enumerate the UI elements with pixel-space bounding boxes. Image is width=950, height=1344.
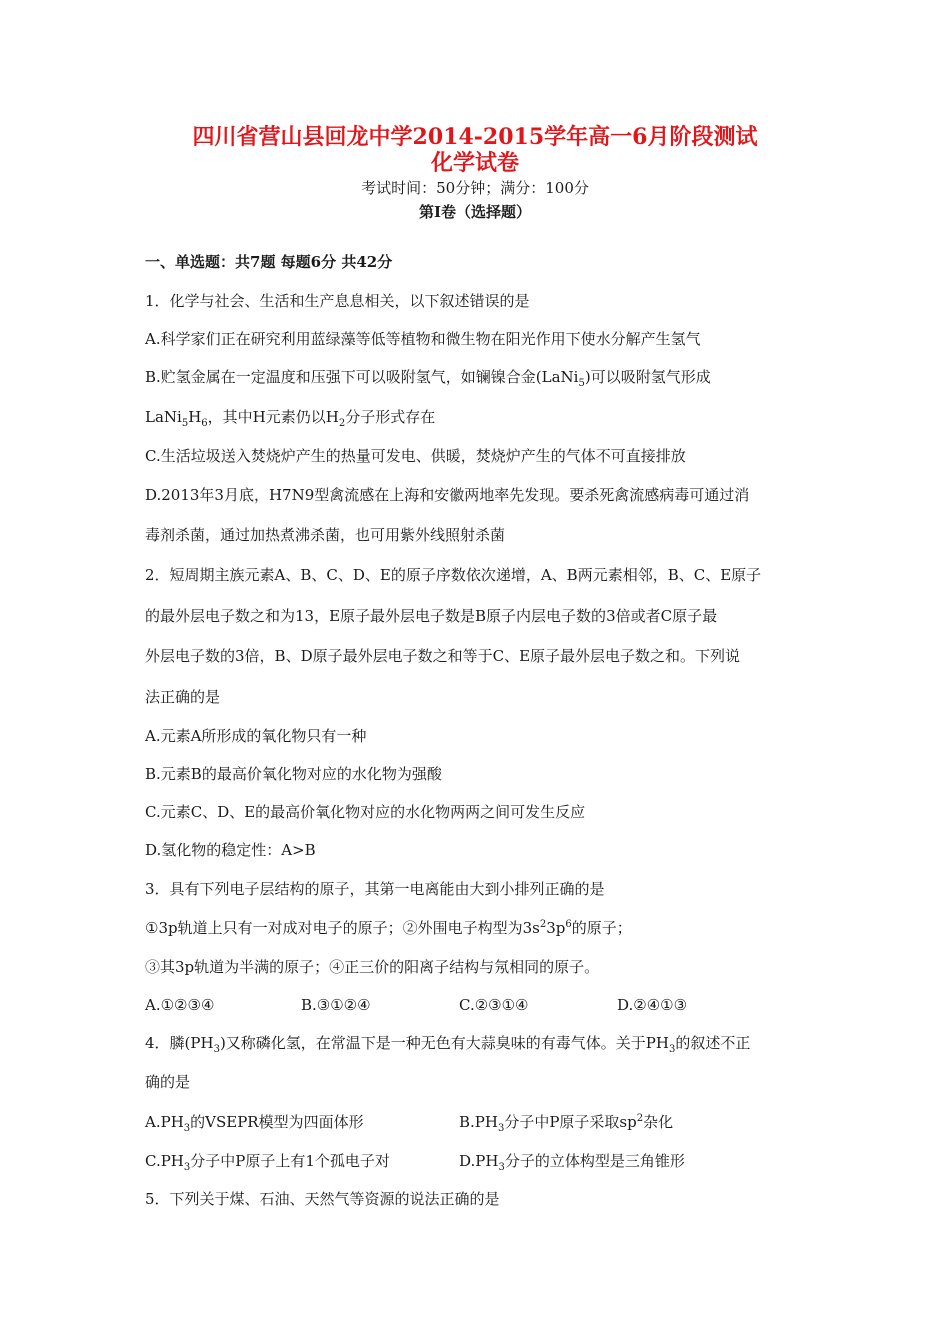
q1-option-b-line1: B.贮氢金属在一定温度和压强下可以吸附氢气，如镧镍合金(LaNi$_5$)可以吸附氢气形成 <box>145 368 711 389</box>
q3-option-d: D.②④①③ <box>617 996 688 1014</box>
q1-option-d-line2: 毒剂杀菌，通过加热煮沸杀菌，也可用紫外线照射杀菌 <box>145 526 506 544</box>
q4-option-d: $D.PH_3$分子的立体构型是三角锥形 <box>459 1152 685 1173</box>
q2-option-b: B.元素B的最高价氧化物对应的水化物为强酸 <box>145 765 442 783</box>
q1-stem: 1．化学与社会、生活和生产息息相关，以下叙述错误的是 <box>145 292 530 310</box>
q2-option-d: D.氢化物的稳定性：A>B <box>145 841 316 859</box>
q3-item-line2: ③其3p轨道为半满的原子；④正三价的阳离子结构与氖相同的原子。 <box>145 958 600 976</box>
q1-option-a: A.科学家们正在研究利用蓝绿藻等低等植物和微生物在阳光作用下使水分解产生氢气 <box>145 330 701 348</box>
q4-stem-line2: 确的是 <box>145 1073 191 1091</box>
q2-option-a: A.元素A所形成的氧化物只有一种 <box>145 727 367 745</box>
q3-item-line1: ①3p轨道上只有一对成对电子的原子；②外围电子构型为$3s^23p^6$的原子； <box>145 919 632 937</box>
q4-option-b: $B.PH_3$分子中P原子采取$sp^2$杂化 <box>459 1113 674 1134</box>
q1-option-d-line1: D.2013年3月底，H7N9型禽流感在上海和安徽两地率先发现。要杀死禽流感病毒可通过消 <box>145 486 750 504</box>
q4-option-a: $A.PH_3$的VSEPR模型为四面体形 <box>145 1113 364 1134</box>
exam-info: 考试时间：50分钟；满分：100分 <box>361 179 589 197</box>
q2-stem-line3: 外层电子数的3倍，B、D原子最外层电子数之和等于C、E原子最外层电子数之和。下列说 <box>145 647 741 665</box>
section-heading: 一、单选题：共7题 每题6分 共42分 <box>145 253 393 271</box>
q3-option-c: C.②③①④ <box>459 996 529 1014</box>
q1-option-c: C.生活垃圾送入焚烧炉产生的热量可发电、供暖，焚烧炉产生的气体不可直接排放 <box>145 447 686 465</box>
q5-stem: 5．下列关于煤、石油、天然气等资源的说法正确的是 <box>145 1190 500 1208</box>
q2-stem-line2: 的最外层电子数之和为13，E原子最外层电子数是B原子内层电子数的3倍或者C原子最 <box>145 607 718 625</box>
volume-heading: 第I卷（选择题） <box>418 203 532 221</box>
q2-stem-line4: 法正确的是 <box>145 688 221 706</box>
q3-stem: 3．具有下列电子层结构的原子，其第一电离能由大到小排列正确的是 <box>145 880 605 898</box>
q2-option-c: C.元素C、D、E的最高价氧化物对应的水化物两两之间可发生反应 <box>145 803 586 821</box>
exam-title: 四川省营山县回龙中学2014-2015学年高一6月阶段测试 <box>192 124 758 150</box>
exam-subject-title: 化学试卷 <box>430 150 519 176</box>
q4-stem-line1: 4．膦$(PH_3)$又称磷化氢，在常温下是一种无色有大蒜臭味的有毒气体。关于$PH_3$的叙述不正 <box>145 1034 751 1055</box>
q2-stem-line1: 2．短周期主族元素A、B、C、D、E的原子序数依次递增，A、B两元素相邻，B、C、E原子 <box>145 566 762 584</box>
q1-option-b-line2: $LaNi_5H_6$，其中H元素仍以$H_2$分子形式存在 <box>145 408 436 429</box>
q3-option-b: B.③①②④ <box>301 996 371 1014</box>
q4-option-c: $C.PH_3$分子中P原子上有1个孤电子对 <box>145 1152 390 1173</box>
q3-option-a: A.①②③④ <box>145 996 215 1014</box>
